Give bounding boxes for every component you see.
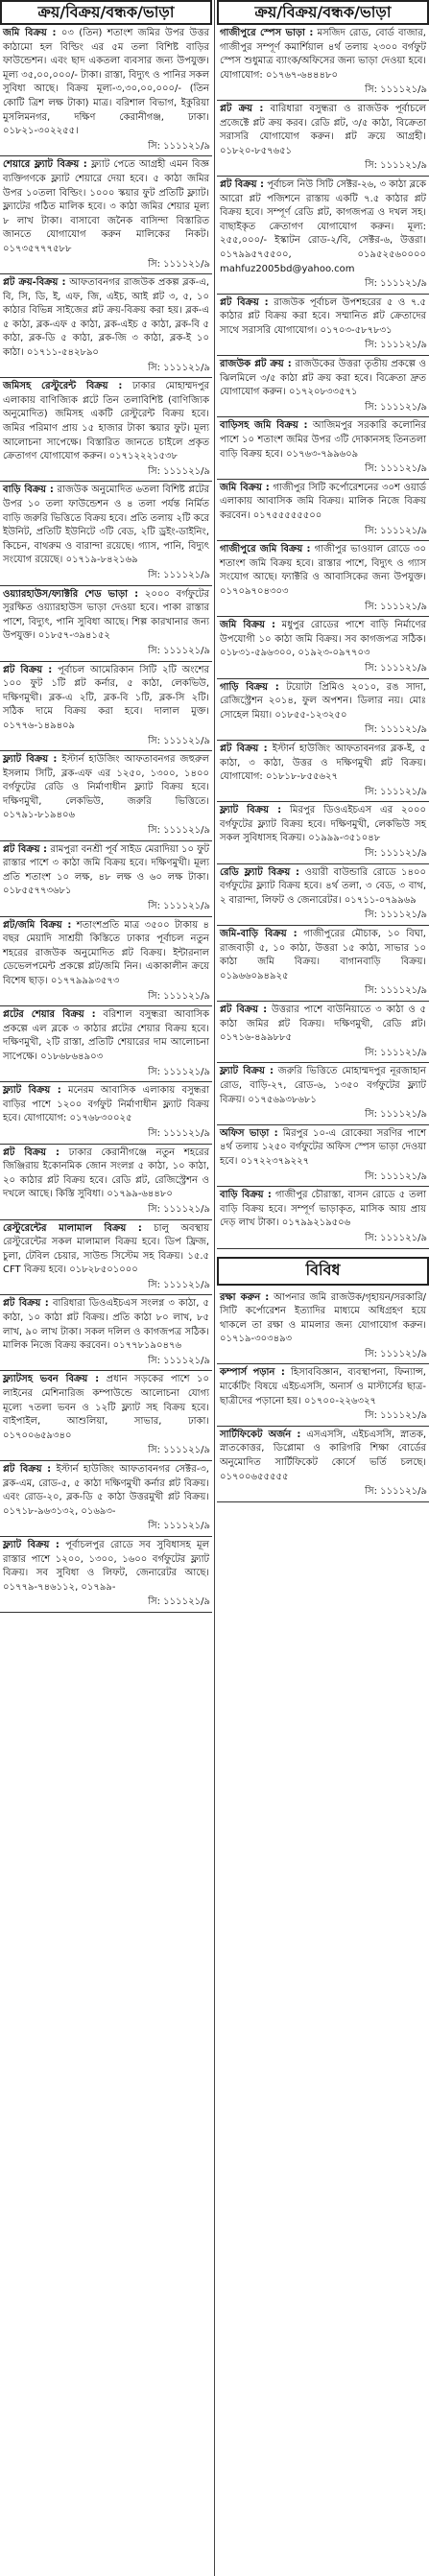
- ad-title: প্লট/জমি বিক্রয় :: [3, 919, 72, 931]
- right-ad-list: [217, 25, 429, 1249]
- ad-title: বাড়ি বিক্রয় :: [3, 484, 54, 496]
- ad-text: [3, 919, 209, 989]
- ad-reference-code: সি: ১১১১২১/৯: [217, 600, 429, 618]
- ad-title: শেয়ারে ফ্ল্যাট বিক্রয় :: [3, 159, 87, 171]
- classified-ad: [217, 177, 429, 295]
- left-section-header: ক্রয়/বিক্রয়/বন্ধক/ভাড়া: [0, 0, 212, 25]
- ad-text: [3, 753, 209, 823]
- ad-title: প্লট বিক্রয় :: [3, 1298, 49, 1310]
- ad-reference-code: সি: ১১১১২১/৯: [0, 734, 212, 752]
- ad-title: প্লটের শেয়ার বিক্রয় :: [3, 1009, 96, 1021]
- ad-title: প্লট বিক্রয় :: [220, 743, 268, 754]
- ad-title: বাড়িসহ জমি বিক্রয় :: [220, 420, 308, 432]
- ad-text: [220, 1189, 426, 1231]
- ad-reference-code: সি: ১১১১২১/৯: [217, 1107, 429, 1125]
- classified-ad: [217, 802, 429, 863]
- ad-body: বরিশাল বসুন্ধরা আবাসিক প্রকল্পে এল ব্লকে ৩ কাঠার প্লটের শেয়ার বিক্রয় হবে। দক্ষিণমুখী, ২টি রাস্তা, প্রতিটি শেয়ারের দাম আলোচনা সাপেক্ষে। ০১৮৬৮৬৪৯০৩: [3, 1009, 210, 1062]
- left-ad-list: [0, 25, 212, 1613]
- ad-body: মিরপুর ১০-এ রোকেয়া সরণির পাশে ৪র্থ তলায় ১২৫০ বর্গফুটের অফিস স্পেস ভাড়া দেওয়া হবে। ০১৭২২৩৭৯২২৭: [220, 1127, 426, 1167]
- ad-text: [3, 276, 209, 361]
- ad-reference-code: সি: ১১১১২১/৯: [217, 1408, 429, 1427]
- ad-reference-code: সি: ১১১১২১/৯: [0, 1519, 212, 1537]
- ad-body: পূর্বাচলপুর রোডে সব সুবিধাসহ মূল রাস্তার পাশে ১২০০, ১৩০০, ১৬০০ বর্গফুটের ফ্ল্যাট বিক্রয়। সব সুবিধা ও লিফট, জেনারেটর আছে। ০১৭৭৯-৭৪৬১১২, ০১৭৯৯-: [3, 1539, 210, 1593]
- ad-title: প্লট বিক্রয় :: [220, 178, 264, 190]
- ad-reference-code: সি: ১১১১২১/৯: [217, 1484, 429, 1502]
- ad-title: জমি বিক্রয় :: [220, 620, 275, 631]
- classified-ad: [217, 679, 429, 741]
- ad-body: মসজিদ রোড, বোর্ড বাজার, গাজীপুর সম্পূর্ণ কমার্শিয়াল ৪র্থ তলায় ২৩০০ বর্গফুট স্পেস শুধুমাত্র ব্যাংক/অফিসের জন্য ভাড়া দেওয়া হবে। যোগাযোগ: ০১৭৬৭-৬৪৪৪৮০: [220, 28, 426, 81]
- ad-text: [220, 1366, 426, 1408]
- ad-text: [3, 27, 209, 139]
- classified-ad: [217, 926, 429, 1002]
- ad-body: পূর্বাচল নিউ সিটি সেক্টর-২৬, ৩ কাঠা ব্লকে আরো প্লট পজিশনে রাস্তায় একটি ৭.৫ কাঠার প্লট বিক্রয় হবে। সম্পূর্ণ রেডি প্লট, কাগজপত্র ও দখল সহ। বাছাইকৃত ক্রেতাগণ যোগাযোগ করুন। মূল্য: ২৫৫,০০০/- ইস্কাটন রোড-২/বি, সেক্টর-৬, উত্তরা। ০১৭৯৯৫৭৫৫০০, ০১৯৫২৫৬০০০০ mahfuz2005bd@yahoo.com: [220, 178, 426, 274]
- ad-body: মনেরম আবাসিক এলাকায় বসুন্ধরা বাড়ির পাশে ১২০০ বর্গফুট নির্মাণাধীন ফ্ল্যাট বিক্রয় হবে। যোগাযোগ: ০১৭৬৮৩০০২৫: [3, 1085, 209, 1124]
- ad-text: [220, 681, 426, 723]
- classified-ad: [217, 741, 429, 802]
- ad-reference-code: সি: ১১১১২১/৯: [217, 722, 429, 741]
- ad-title: ফ্ল্যাট বিক্রয় :: [3, 1085, 61, 1097]
- ad-body: টয়োটা প্রিমিও ২০১০, রঙ সাদা, রেজিস্ট্রেশন ২০১৪, ফুল অপশন। ডিলার নয়। মোঃ সোহেল মিয়া। ০১৮৫৫-১২৩২৫০: [220, 681, 426, 721]
- classified-ad: [0, 1220, 212, 1296]
- ad-body: ঢাকার কেরানীগঞ্জে নতুন শহরের জিঞ্জিরায় ইকোনমিক জোন সংলগ্ন ৫ কাঠা, ১০ কাঠা, ২০ কাঠার প্লট বিক্রয় হবে। রেডি প্লট, রেজিস্ট্রেশন ও দখলে আছে। কিস্তি সুবিধা। ০১৭৯৯-৬৪৪৮০: [3, 1146, 209, 1200]
- classified-ad: [0, 482, 212, 585]
- classified-ad: [217, 541, 429, 617]
- classified-ad: [217, 617, 429, 678]
- classified-ad: [0, 751, 212, 841]
- ad-reference-code: সি: ১১১১২১/৯: [217, 158, 429, 177]
- classified-ad: [0, 25, 212, 156]
- ad-title: প্লট ক্রয়-বিক্রয় :: [3, 277, 66, 289]
- classified-ad: [0, 1006, 212, 1082]
- ad-title: বাড়ি বিক্রয় :: [220, 1190, 272, 1201]
- ad-text: [220, 103, 426, 158]
- classified-ad: [217, 295, 429, 356]
- classified-ad: [217, 1125, 429, 1187]
- ad-reference-code: সি: ১১১১২১/৯: [217, 338, 429, 356]
- ad-reference-code: সি: ১১১১২১/৯: [217, 785, 429, 803]
- classified-ad: [0, 1082, 212, 1144]
- ad-body: ফ্ল্যাট পেতে আগ্রহী এমন বিজ্ঞ ব্যক্তিগণকে ফ্ল্যাট শেয়ারে দেয়া হবে। ৫ কাঠা জমির উপর ১০তলা বিল্ডিং। ১০০০ স্কয়ার ফুট প্রতিটি ফ্ল্যাট। ফ্ল্যাটের গঠিত মালিক হবে। ৩ কাঠা জমির শেয়ার মূল্য ৮ লাখ টাকা। বাসাবো জনৈক বাসিন্দা বিস্তারিত জানতে যোগাযোগ করুন মালিকের নিকট। ০১৭৩৫৭৭৭৫৮৮: [3, 159, 209, 254]
- ad-reference-code: সি: ১১১১২১/৯: [217, 846, 429, 864]
- classified-ad: [217, 1289, 429, 1365]
- ad-body: ২০০০ বর্গফুটের সুরক্ষিত ওয়্যারহাউস ভাড়া দেওয়া হবে। পাকা রাস্তার পাশে, বিদ্যুৎ, পানি সুবিধা আছে। শিল্প কারখানার জন্য উপযুক্ত। ০১৮৫৭-৩৯৪১৫২: [3, 588, 209, 642]
- ad-reference-code: সি: ১১১১২১/৯: [0, 1126, 212, 1145]
- ad-title: ফ্ল্যাট বিক্রয় :: [220, 805, 282, 816]
- ad-text: [3, 843, 209, 899]
- classified-ad: [0, 841, 212, 917]
- classified-ad: [217, 1063, 429, 1124]
- ad-text: [220, 928, 426, 983]
- ad-reference-code: সি: ১১১১২১/৯: [217, 1347, 429, 1365]
- ad-body: ইস্টার্ন হাউজিং আফতাবনগর জহুরুল ইসলাম সিটি, ব্লক-এফ এর ১২৫০, ১৩০০, ১৪০০ বর্গফুটের রেডি ও নির্মাণাধীন ফ্ল্যাট বিক্রয় হবে। দক্ষিণমুখী, লেকভিউ, জরুরি ভিত্তিতে। ০১৭৯১-৮১৯৪০৬: [3, 754, 209, 821]
- ad-body: হিসাববিজ্ঞান, ব্যবস্থাপনা, ফিন্যান্স, মার্কেটিং বিষয়ে এইচএসসি, অনার্স ও মাস্টার্সের ছাত্র-ছাত্রীদের পড়ানো হয়। ০১৭০০-২২৬৩২৭: [220, 1367, 426, 1406]
- ad-text: [220, 1291, 426, 1347]
- ad-reference-code: সি: ১১১১২১/৯: [0, 1354, 212, 1372]
- ad-text: [3, 1084, 209, 1126]
- ad-title: জমিসহ রেস্টুরেন্ট বিক্রয় :: [3, 381, 123, 392]
- ad-body: উত্তরার পাশে বাউনিয়াতে ৩ কাঠা ও ৫ কাঠা জমির প্লট বিক্রয়। দক্ষিণমুখী, রেডি প্লট। ০১৭১৬-৪৯৯৮৮৫: [220, 1004, 426, 1044]
- ad-text: [220, 178, 426, 276]
- ad-reference-code: সি: ১১১১২১/৯: [0, 899, 212, 917]
- ad-body: রাজউক অনুমোদিত ৬তলা বিশিষ্ট প্লটের উপর ১০ তলা ফাউন্ডেশন ও ৪ তলা পর্যন্ত নির্মিত বাড়ি জরুরি ভিত্তিতে বিক্রয় হবে। প্রতি তলায় ২টি করে ইউনিট, প্রতিটি ইউনিটে ৩টি বেড, ২টি ড্রইং-ডাইনিং, কিচেন, বাথরুম ও বারান্দা রয়েছে। গ্যাস, পানি, বিদ্যুৎ সংযোগ রয়েছে। ০১৭১৯-৮৪২১৬৯: [3, 484, 209, 566]
- ad-body: গাজীপুর চৌরাস্তা, বাসন রোডে ৫ তলা বাড়ি বিক্রয় হবে। সম্পূর্ণ ভাড়াকৃত, মাসিক আয় প্রায় দেড় লাখ টাকা। ০১৭৯৯২১৯৫০৬: [220, 1190, 426, 1229]
- classified-ad: [0, 378, 212, 482]
- classified-ad: [0, 662, 212, 752]
- classified-ad: [217, 1364, 429, 1426]
- ad-body: রামপুরা বনশ্রী পূর্ব সাইড মেরাদিয়া ১০ ফুট রাস্তার পাশে ৩ কাঠা জমি বিক্রয় হবে। দক্ষিণমুখী। মূল্য প্রতি শতাংশ ১০ লক্ষ, ৪৮ লক্ষ ও ৬০ লক্ষ টাকা। ০১৮৫৫৭৭৩৬৮১: [3, 843, 209, 897]
- ad-text: [3, 588, 209, 644]
- ad-body: জরুরি ভিত্তিতে মোহাম্মদপুর নূরজাহান রোড, বাড়ি-২৭, রোড-৬, ১৩৫০ বর্গফুটের ফ্ল্যাট বিক্রয়। ০১৭৫৬৯৩৮৬৮১: [220, 1066, 426, 1105]
- ad-reference-code: সি: ১১১১২১/৯: [0, 464, 212, 483]
- ad-text: [3, 158, 209, 256]
- ad-text: [3, 1373, 209, 1443]
- ad-body: আজিমপুর সরকারি কলোনির পাশে ১০ শতাংশ জমির উপর ৩টি দোকানসহ তিনতলা বাড়ি বিক্রয় হবে। ০১৭৬৩-৭৯৯৬০৯: [220, 420, 426, 460]
- ad-title: প্লট বিক্রয় :: [3, 843, 48, 855]
- ad-title: প্লট বিক্রয় :: [3, 1464, 52, 1475]
- ad-reference-code: সি: ১১১১২১/৯: [0, 361, 212, 379]
- ad-reference-code: সি: ১১১১২১/৯: [0, 1065, 212, 1083]
- ad-reference-code: সি: ১১১১২১/৯: [0, 823, 212, 841]
- classified-ad: [0, 1371, 212, 1461]
- ad-title: প্লট বিক্রয় :: [3, 664, 53, 675]
- left-column: [0, 0, 212, 1613]
- right-column: [217, 0, 429, 1502]
- classified-ad: [0, 1295, 212, 1371]
- ad-text: [3, 1463, 209, 1519]
- ad-body: চালু অবস্থায় রেস্টুরেন্টের সকল মালামাল বিক্রয় হবে। ডিপ ফ্রিজ, চুলা, টেবিল চেয়ার, সাউন্ড সিস্টেম সহ বিক্রয়। ১৫.৫ CFT বিক্রয় হবে। ০১৮২৮৫০১০০০: [3, 1222, 210, 1276]
- ad-text: [220, 866, 426, 909]
- ad-reference-code: সি: ১১১১২১/৯: [217, 461, 429, 480]
- ad-text: [3, 380, 209, 464]
- ad-title: প্লট ক্রয় :: [220, 103, 264, 114]
- misc-section-header: বিবিধ: [217, 1257, 429, 1286]
- ad-title: ফ্ল্যাট বিক্রয় :: [3, 754, 58, 766]
- ad-title: ফ্ল্যাট বিক্রয় :: [3, 1539, 60, 1550]
- ad-title: জমি-বাড়ি বিক্রয় :: [220, 929, 298, 940]
- classified-ad: [217, 480, 429, 541]
- ad-title: কম্পার্স পড়ান :: [220, 1367, 285, 1379]
- classified-ad: [217, 101, 429, 177]
- ad-reference-code: সি: ১১১১২১/৯: [217, 83, 429, 101]
- ad-text: [3, 1008, 209, 1064]
- right-section-header: ক্রয়/বিক্রয়/বন্ধক/ভাড়া: [217, 0, 429, 25]
- ad-body: রাজউকের উত্তরা তৃতীয় প্রকল্পে ও ঝিলমিলে ৩/৫ কাঠা প্লট ক্রয় করা হবে। বিক্রেতা দ্রুত যোগাযোগ করুন। ০১৭২০৮৩৩৫৭১: [220, 359, 426, 398]
- classified-ad: [0, 917, 212, 1007]
- ad-title: রেডি ফ্ল্যাট বিক্রয় :: [220, 866, 300, 878]
- ad-body: শতাংশপ্রতি মাত্র ৩৫০০ টাকায় ৪ বছর মেয়াদি সাশ্রয়ী কিস্তিতে ঢাকার পূর্বাচল নতুন শহরের রাজউক অনুমোদিত প্লট বিক্রয়। ইন্টারনাল ডেভেলপমেন্ট প্রকল্পে প্লট/জমি নিন। একাকালীন ক্রয়ে বিশেষ ছাড়। ০১৭৭৯৯৯৩৫৭৩: [3, 919, 209, 986]
- classified-ad: [217, 864, 429, 926]
- classified-ad: [0, 586, 212, 662]
- ad-text: [220, 804, 426, 846]
- ad-title: গাড়ি বিক্রয় :: [220, 681, 279, 693]
- ad-text: [3, 1539, 209, 1595]
- ad-text: [220, 1429, 426, 1484]
- ad-reference-code: সি: ১১১১২১/৯: [217, 276, 429, 295]
- ad-reference-code: সি: ১১১১২১/৯: [217, 400, 429, 418]
- ad-text: [3, 1297, 209, 1353]
- ad-reference-code: সি: ১১১১২১/৯: [0, 644, 212, 662]
- ad-reference-code: সি: ১১১১২১/৯: [0, 1202, 212, 1220]
- ad-body: রাজউক পূর্বাচল উপশহরের ৫ ও ৭.৫ কাঠার প্লট বিক্রয় করা হবে। সম্মানিত প্লট ক্রেতাদের সাথে সরাসরি যোগাযোগ। ০১৭০৩-৫৮৭৮৩১: [220, 296, 427, 336]
- column-divider: [214, 0, 215, 2576]
- classified-ad: [217, 417, 429, 479]
- ad-body: ইস্টার্ন হাউজিং আফতাবনগর ব্লক-ই, ৫ কাঠা, ৩ কাঠা, উত্তর ও দক্ষিণমুখী প্লট বিক্রয়। যোগাযোগ: ০১৮১৮-৮৫৫৬২৭: [220, 743, 426, 783]
- ad-title: প্লট বিক্রয় :: [3, 1146, 60, 1158]
- ad-title: প্লট বিক্রয় :: [220, 296, 269, 308]
- classified-ad: [0, 156, 212, 274]
- classified-ad: [217, 356, 429, 417]
- classified-ad: [217, 1427, 429, 1502]
- ad-title: গাজীপুরে জমি বিক্রয় :: [220, 544, 311, 555]
- ad-body: আফতাবনগর রাজউক প্রকল্প ব্লক-এ, বি, সি, ডি, ই, এফ, জি, এইচ, আই প্লট ৩, ৫, ১০ কাঠার বিভিন্ন সাইজের প্লট ক্রয়-বিক্রয় করা হয়। ব্লক-এ ৫ কাঠা, ব্লক-এফ ৫ কাঠা, ব্লক-এইচ ৫ কাঠা, ব্লক-বি ৫ কাঠা, ব্লক-ডি ৫ কাঠা, ব্লক-জি ৩ কাঠা, ব্লক-ই ১০ কাঠা। ০১৭১১-৫৪২৮৯০: [3, 277, 209, 359]
- ad-body: গাজীপুর সিটি কর্পোরেশনের ৩০শ ওয়ার্ড এলাকায় আবাসিক জমি বিক্রয়। মালিক নিজে বিক্রয় করবেন। ০১৭৫৫৫৫৫৫০০: [220, 482, 426, 521]
- classified-ad: [217, 1002, 429, 1063]
- classified-ad: [217, 1187, 429, 1248]
- ad-reference-code: সি: ১১১১২১/৯: [0, 139, 212, 157]
- ad-reference-code: সি: ১১১১২১/৯: [217, 524, 429, 542]
- ad-reference-code: সি: ১১১১২১/৯: [0, 989, 212, 1007]
- ad-body: এসএসসি, এইচএসসি, স্নাতক, স্নাতকোত্তর, ডিপ্লোমা ও কারিগরি শিক্ষা বোর্ডের অনুমোদিত সার্টিফিকেট কোর্সে ভর্তি চলছে। ০১৭০০৬৫৫৫৫৫: [220, 1429, 427, 1482]
- ad-text: [220, 1004, 426, 1046]
- ad-text: [220, 358, 426, 400]
- ad-reference-code: সি: ১১১১২১/৯: [217, 983, 429, 1002]
- classified-ad: [0, 1461, 212, 1537]
- ad-body: গাজীপুর ভাওয়াল রোডে ৩০ শতাংশ জমি বিক্রয় হবে। রাস্তার পাশে, বিদ্যুৎ ও গ্যাস সংযোগ আছে। ফ্যাক্টরি ও আবাসিকের জন্য উপযুক্ত। ০১৭০৯৭০৪৩০৩: [220, 544, 426, 597]
- ad-text: [3, 1222, 209, 1278]
- ad-text: [220, 1127, 426, 1170]
- ad-title: ফ্ল্যাটসহ ভবন বিক্রয় :: [3, 1374, 100, 1385]
- ad-title: সার্টিফিকেট অর্জন :: [220, 1429, 301, 1440]
- ad-title: অফিস ভাড়া :: [220, 1127, 278, 1139]
- ad-reference-code: সি: ১১১১২১/৯: [217, 908, 429, 926]
- ad-reference-code: সি: ১১১১২১/৯: [217, 1231, 429, 1249]
- ad-reference-code: সি: ১১১১২১/৯: [0, 1443, 212, 1461]
- ad-text: [220, 419, 426, 461]
- misc-ad-list: [217, 1289, 429, 1502]
- ad-body: ০৩ (তিন) শতাংশ জমির উপর উত্তর কাঠামো হল বিল্ডিং এর ৫ম তলা বিশিষ্ট বাড়ির ফাউন্ডেশন। এবং ছাদ একতলা ব্যবসার জন্য উপযুক্ত। মূল্য ৩৫,০০,০০০/- টাকা। রাস্তা, বিদ্যুৎ ও পানির সকল সুবিধা আছে। বিক্রয় মূল্য-৩,৩০,০০,০০০/- (তিন কোটি ত্রিশ লক্ষ টাকা) মাত্র। বরিশাল বিভাগ, ইকুরিয়া মুসলিমনগর, দক্ষিণ কেরানীগঞ্জ, ঢাকা। ০১৮২১-৩০২২৫৫।: [3, 28, 209, 137]
- ad-title: প্লট বিক্রয় :: [220, 1004, 268, 1015]
- ad-title: জমি বিক্রয় :: [220, 482, 270, 493]
- ad-text: [3, 664, 209, 734]
- ad-title: গাজীপুরে স্পেস ভাড়া :: [220, 28, 314, 38]
- ad-reference-code: সি: ১১১১২১/৯: [217, 1170, 429, 1188]
- ad-title: রক্ষা করুন :: [220, 1291, 270, 1303]
- ad-title: রেস্টুরেন্টের মালামাল বিক্রয় :: [3, 1222, 142, 1234]
- ad-text: [220, 743, 426, 785]
- ad-reference-code: সি: ১১১১২১/৯: [0, 1278, 212, 1296]
- ad-body: বারিধারা ডিওএইচএস সংলগ্ন ৩ কাঠা, ৫ কাঠা, ১০ কাঠা প্লট বিক্রয়। প্রতি কাঠা ৮০ লাখ, ৮৫ লাখ, ৯০ লাখ টাকা। সকল দলিল ও কাগজপত্র সঠিক। মালিক নিজে বিক্রয় করবেন। ০১৭৭৮১৯০৪৭৬: [3, 1298, 209, 1352]
- ad-title: ওয়্যারহাউস/ফ্যাক্টরি শেড ভাড়া :: [3, 588, 139, 600]
- ad-text: [220, 482, 426, 524]
- ad-body: গাজীপুরের মৌচাক, ১০ বিঘা, রাজবাড়ী ৫, ১০ কাঠা, উত্তরা ১৫ কাঠা, সাভার ১০ কাঠা জমি বিক্রয়। বাগানবাড়ি বিক্রয়। ০১৯৬৬০৯৪৯২৫: [220, 929, 426, 981]
- ad-title: জমি বিক্রয় :: [3, 28, 57, 38]
- ad-body: বারিধারা বসুন্ধরা ও রাজউক পূর্বাচলে প্রজেক্টে প্লট ক্রয় করব। রেডি প্লট, ৩/৫ কাঠা, বিক্রেতা সরাসরি যোগাযোগ করুন। প্লট ক্রয়ে আগ্রহী। ০১৮২০-৮৫৭৬৫১: [220, 103, 426, 156]
- ad-text: [220, 27, 426, 83]
- ad-reference-code: সি: ১১১১২১/৯: [0, 568, 212, 586]
- ad-title: ফ্ল্যাট বিক্রয় :: [220, 1066, 274, 1077]
- ad-body: মধুপুর রোডের পাশে বাড়ি নির্মাণের উপযোগী ১০ কাঠা জমি বিক্রয়। সব কাগজপত্র সঠিক। ০১৮৩১-৫৯৬৩০০, ০১৯২৩-০৯৭৭০৩: [220, 620, 426, 659]
- ad-body: পূর্বাচল আমেরিকান সিটি ২টি অংশের ১০০ ফুট ১টি প্লট কর্নার, ৫ কাঠা, লেকভিউ, দক্ষিণমুখী। ব্লক-এ ২টি, ব্লক-বি ১টি, ব্লক-সি ২টি। সঠিক দামে বিক্রয় করা হবে। দালাল মুক্ত। ০১৭৭৬-১৪৯৪০৯: [3, 664, 210, 731]
- classified-ad: [0, 1537, 212, 1613]
- classified-ad: [0, 274, 212, 378]
- ad-text: [220, 619, 426, 661]
- ad-body: মিরপুর ডিওএইচএস এর ২০০০ বর্গফুটের ফ্ল্যাট বিক্রয় হবে। দক্ষিণমুখী, লেকভিউ সহ সকল সুবিধাসহ বিক্রয়। ০১৯৯৯-৩৫১০৪৮: [220, 805, 426, 844]
- ad-reference-code: সি: ১১১১২১/৯: [0, 1595, 212, 1613]
- classified-ad: [0, 1145, 212, 1220]
- ad-title: রাজউক প্লট ক্রয় :: [220, 359, 292, 370]
- ad-text: [220, 543, 426, 599]
- ad-body: ঢাকার মোহাম্মদপুর এলাকায় বাণিজ্যিক প্লটে তিন তলাবিশিষ্ট (বাণিজ্যিক অনুমোদিত) জমিসহ একটি রেস্টুরেন্ট বিক্রয় হবে। জমির পরিমাণ প্রায় ১৫ হাজার টাকা স্কয়ার ফুট। মূল্য আলোচনা সাপেক্ষে। বিস্তারিত জানতে চাইলে প্রকৃত ক্রেতাগণ যোগাযোগ করুন। ০১৭১২২২১৫৩৮: [3, 381, 209, 462]
- ad-reference-code: সি: ১১১১২১/৯: [217, 661, 429, 679]
- ad-reference-code: সি: ১১১১২১/৯: [0, 257, 212, 275]
- ad-text: [3, 1146, 209, 1202]
- classified-ad: [217, 25, 429, 101]
- ad-body: ওয়ারী বাউন্ডারি রোডে ১৪০০ বর্গফুটের ফ্ল্যাট বিক্রয় হবে। ৪র্থ তলা, ৩ বেড, ৩ বাথ, ২ বারান্দা, লিফট ও জেনারেটর। ০১৭১১-০৭৯৯৬৯: [220, 866, 426, 906]
- ad-body: ইস্টার্ন হাউজিং আফতাবনগর সেক্টর-৩, ব্লক-এম, রোড-৫, ৫ কাঠা দক্ষিণমুখী কর্নার প্লট বিক্রয়। এবং রোড-২০, ব্লক-ডি ৫ কাঠা উত্তরমুখী প্লট বিক্রয়। ০১৭১৮-৯৬৩১৩২, ০১৬৯৩-: [3, 1464, 209, 1517]
- ad-body: প্রধান সড়কের পাশে ১০ লাইনের মেশিনারিজ কম্পাউন্ডে আলোচনা যোগ্য মূল্যে ৭তলা ভবন ও ১২টি ফ্ল্যাট সহ বিক্রয় হবে। বাইপাইল, আশুলিয়া, সাভার, ঢাকা। ০১৭০০৬৫৯৩৪০: [3, 1374, 209, 1441]
- ad-body: আপনার জমি রাজউক/গৃহায়ন/সরকারি/সিটি কর্পোরেশন ইত্যাদির মাধ্যমে অধিগ্রহণ হয়ে থাকলে তা রক্ষা ও মামলার জন্য যোগাযোগ করুন। ০১৭১৯-৩০৩৪৯৩: [220, 1291, 426, 1345]
- ad-text: [3, 484, 209, 568]
- ad-text: [220, 296, 426, 339]
- ad-reference-code: সি: ১১১১২১/৯: [217, 1046, 429, 1064]
- ad-text: [220, 1065, 426, 1107]
